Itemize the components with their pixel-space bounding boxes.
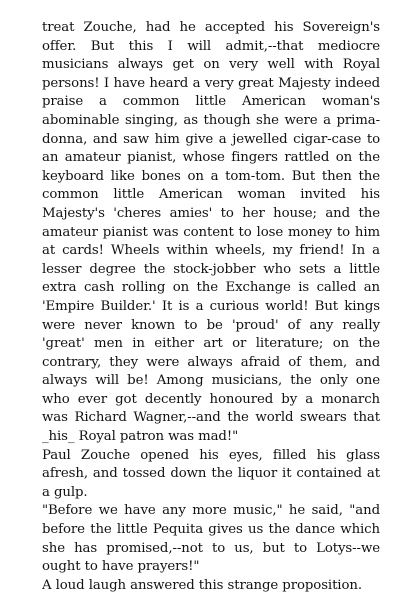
page-text — [42, 19, 380, 595]
paragraph-2: Paul Zouche opened his eyes, filled his glass afresh, and tossed down the liquor it contained at a gulp. — [42, 447, 380, 500]
paragraph-1: treat Zouche, had he accepted his Sovereign's offer. But this I will admit,--that mediocre musicians always get on very well with Royal persons! I have heard a very great Majesty indeed praise a common little American woman's abominable singing, as though she were a prima-donna, and saw him give a jewelled cigar-case to an amateur pianist, whose fingers rattled on the keyboard like bones on a tom-tom. But then the common little American woman invited his Majesty's 'cheres amies' to her house; and the amateur pianist was content to lose money to him at cards! Wheels within wheels, my friend! In a lesser degree the stock-jobber who sets a little extra cash rolling on the Exchange is called an 'Empire Builder.' It is a curious world! But kings were never known to be 'proud' of any really 'great' men in either art or literature; on the contrary, they were always afraid of them, and always will be! Among musicians, the only one who ever got decently honoured by a monarch was Richard Wagner,--and the world swears that _his_ Royal patron was mad!" — [42, 20, 380, 445]
paragraph-4: A loud laugh answered this strange proposition. — [42, 577, 362, 593]
paragraph-3: "Before we have any more music," he said, "and before the little Pequita gives us the dance which she has promised,--not to us, but to Lotys--we ought to have prayers!" — [42, 503, 380, 575]
